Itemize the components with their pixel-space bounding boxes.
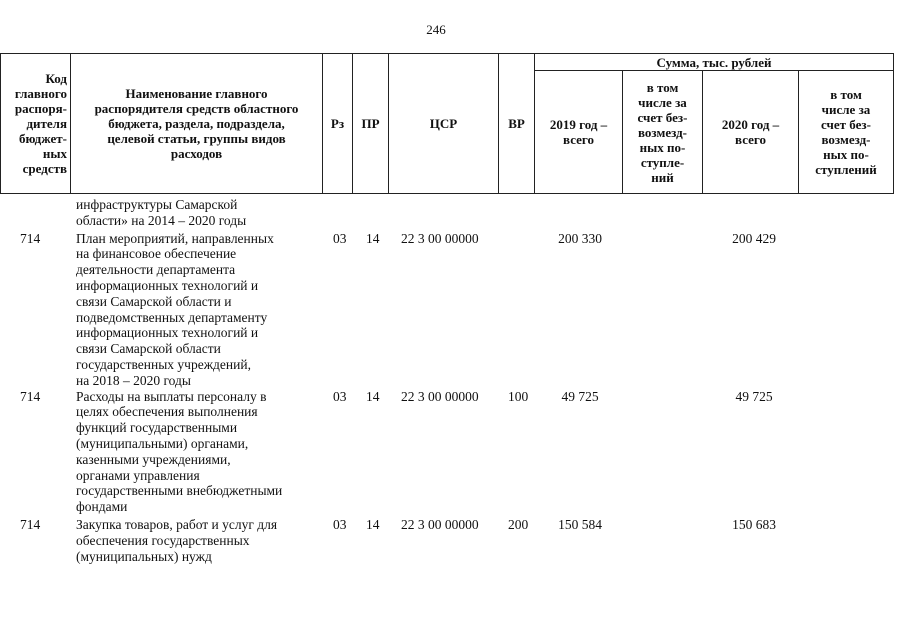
header-code: Код главного распоря- дителя бюджет- ных средств [1, 54, 71, 194]
header-pr: ПР [353, 54, 389, 194]
header-2019-total: 2019 год – всего [535, 71, 623, 194]
row-csr: 22 3 00 00000 [401, 388, 479, 404]
header-rz: Рз [323, 54, 353, 194]
row-csr: 22 3 00 00000 [401, 230, 479, 246]
table-row [0, 389, 893, 515]
row-sum-2020: 200 429 [732, 230, 776, 246]
row-csr: 22 3 00 00000 [401, 516, 479, 532]
header-2020-total: 2020 год – всего [703, 71, 799, 194]
row-rz: 03 [333, 516, 347, 532]
header-name: Наименование главного распорядителя средств областного бюджета, раздела, подраздела, целевой статьи, группы видов расходов [71, 54, 323, 194]
page-number: 246 [426, 22, 446, 37]
row-name: инфраструктуры Самарской области» на 2014 – 2020 годы [76, 197, 247, 228]
row-code: 714 [20, 516, 41, 532]
row-code: 714 [20, 230, 41, 246]
row-vr: 200 [508, 516, 529, 532]
row-sum-2020: 49 725 [735, 388, 773, 404]
row-rz: 03 [333, 230, 347, 246]
row-name: Расходы на выплаты персоналу в целях обеспечения выполнения функций государственными (муниципальными) органами, казенными учреждениями, органами управления государственными внебюджетными фондами [76, 388, 283, 515]
table-header [0, 53, 894, 194]
row-code: 714 [20, 388, 41, 404]
row-sum-2019: 150 584 [558, 516, 602, 532]
row-pr: 14 [366, 516, 380, 532]
header-csr: ЦСР [389, 54, 499, 194]
row-sum-2019: 200 330 [558, 230, 602, 246]
row-name: План мероприятий, направленных на финансовое обеспечение деятельности департамента информационных технологий и связи Самарской области и подведомственных департаменту информационных технологий и связи Самарской области государственных учреждений, на 2018 – 2020 годы [76, 230, 274, 388]
row-pr: 14 [366, 388, 380, 404]
row-vr: 100 [508, 388, 529, 404]
table-row [0, 517, 893, 564]
row-pr: 14 [366, 230, 380, 246]
header-2020-grants: в том числе за счет без- возмезд- ных по- ступлений [799, 71, 894, 194]
row-sum-2020: 150 683 [732, 516, 776, 532]
row-sum-2019: 49 725 [561, 388, 599, 404]
table-body [0, 197, 893, 564]
table-row [0, 197, 893, 229]
row-rz: 03 [333, 388, 347, 404]
header-vr: ВР [499, 54, 535, 194]
table-row [0, 231, 893, 389]
header-2019-grants: в том числе за счет без- возмезд- ных по- ступле- ний [623, 71, 703, 194]
header-sum-group: Сумма, тыс. рублей [535, 54, 894, 71]
row-name: Закупка товаров, работ и услуг для обеспечения государственных (муниципальных) нужд [76, 516, 278, 564]
